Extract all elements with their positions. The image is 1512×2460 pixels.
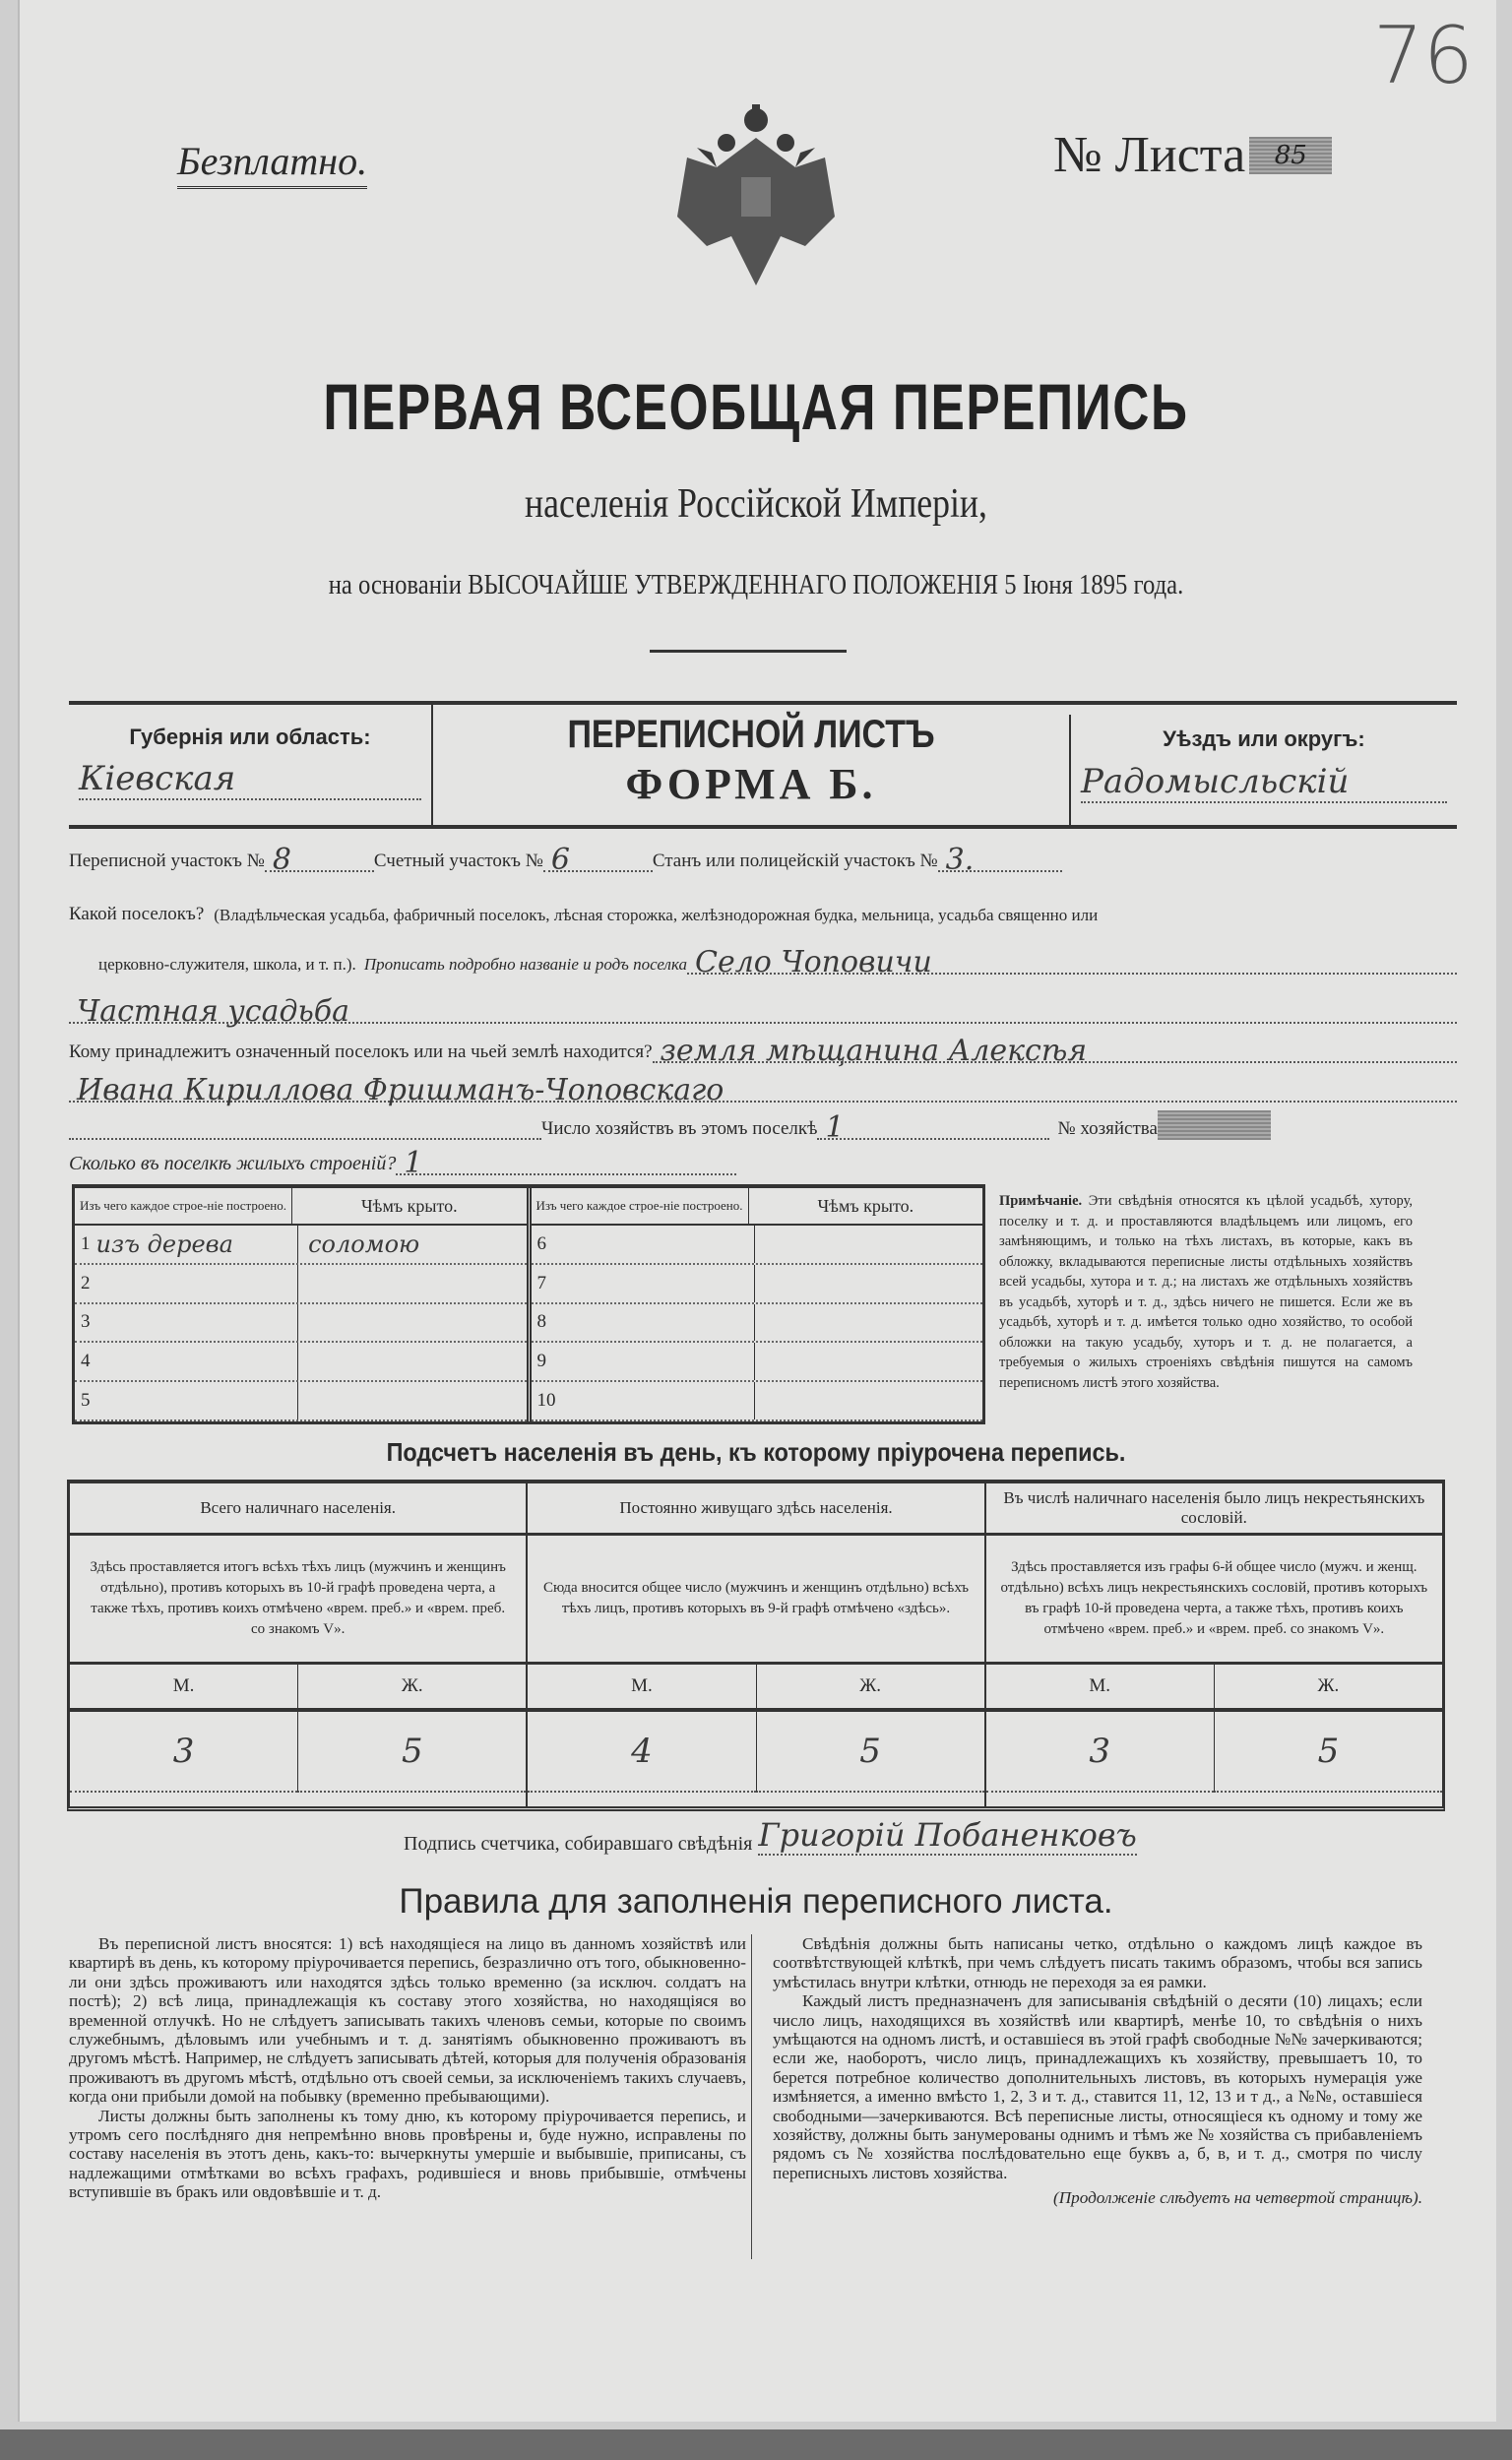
households-value: 1	[817, 1110, 1049, 1140]
material-cell	[532, 1226, 755, 1263]
material-header: Изъ чего каждое строе-ніе построено.	[532, 1188, 749, 1224]
settlement-hint: (Владѣльческая усадьба, фабричный поселокъ, лѣсная сторожка, желѣзнодорожная будка, мельница, усадьба священно или	[214, 906, 1099, 924]
material-cell	[75, 1382, 298, 1419]
form-header-box	[69, 701, 1457, 829]
enumerator-signature: Григорій Побаненковъ	[758, 1816, 1137, 1854]
census-district-label: Переписной участокъ №	[69, 851, 265, 871]
rules-title: Правила для заполненія переписного листа.	[399, 1882, 1113, 1921]
building-roof	[755, 1265, 982, 1302]
population-column-description: Здѣсь проставляется изъ графы 6-й общее число (мужч. и женщ. отдѣльно) всѣхъ лицъ некрестьянскихъ сословій, противъ которыхъ въ графѣ 10-й проведена черта, а также тѣхъ, противъ коихъ отмѣчено «врем. преб.» и «врем. преб. со знакомъ V».	[986, 1536, 1442, 1665]
building-row	[75, 1304, 527, 1344]
male-count: 4	[528, 1712, 755, 1793]
sex-header-row	[70, 1665, 526, 1712]
building-roof: соломою	[308, 1230, 420, 1258]
signature-label: Подпись счетчика, собиравшаго свѣдѣнія	[404, 1833, 753, 1855]
sex-header-row	[986, 1665, 1442, 1712]
building-number: 8	[536, 1311, 546, 1333]
household-number-label: № хозяйства	[1057, 1118, 1158, 1139]
building-row	[75, 1226, 527, 1265]
building-number: 4	[81, 1351, 91, 1372]
material-cell	[75, 1343, 298, 1380]
households-row	[69, 1110, 1457, 1145]
population-values-row	[986, 1712, 1442, 1806]
buildings-count-value: 1	[396, 1146, 736, 1175]
sheet-number-label: № Листа	[1053, 127, 1246, 183]
female-count: 5	[297, 1712, 526, 1793]
settlement-value-row	[69, 945, 1457, 979]
sheet-title: ПЕРЕПИСНОЙ ЛИСТЪ	[567, 713, 935, 756]
scan-border	[0, 2429, 1512, 2460]
population-values-row	[528, 1712, 983, 1806]
female-count: 5	[1214, 1712, 1442, 1793]
enumerator-signature-row	[404, 1816, 1137, 1856]
district-label: Уѣздъ или округъ:	[1163, 726, 1365, 751]
column-divider	[751, 1934, 752, 2259]
population-column-header: Всего наличнаго населенія.	[70, 1483, 526, 1536]
settlement-value: Село Чоповичи	[687, 945, 1457, 975]
male-count: 3	[986, 1712, 1214, 1793]
household-number-redacted	[1158, 1110, 1271, 1140]
buildings-header-row	[75, 1188, 527, 1226]
buildings-count-label: Сколько въ поселкѣ жилыхъ строеній?	[69, 1153, 397, 1174]
folio-number: 76	[1373, 10, 1474, 101]
rules-right-column	[773, 1934, 1422, 2208]
building-row	[532, 1343, 983, 1382]
male-label: М.	[172, 1675, 195, 1696]
population-column-description: Здѣсь проставляется итогъ всѣхъ тѣхъ лицъ (мужчинъ и женщинъ отдѣльно), противъ которыхъ въ 10-й графѣ проведена черта, а также тѣхъ, противъ коихъ отмѣчено «врем. преб.» и «врем. преб. со знакомъ V».	[70, 1536, 526, 1665]
buildings-table	[72, 1184, 985, 1424]
settlement-row	[69, 904, 1457, 925]
material-cell	[75, 1304, 298, 1342]
material-cell	[532, 1382, 755, 1419]
material-cell	[75, 1226, 298, 1263]
sheet-number	[1053, 126, 1332, 184]
population-column-description: Сюда вносится общее число (мужчинъ и женщинъ отдѣльно) всѣхъ тѣхъ лицъ, противъ которыхъ въ 9-й графѣ отмѣчено «здѣсь».	[528, 1536, 983, 1665]
male-count: 3	[70, 1712, 297, 1793]
population-count-title: Подсчетъ населенія въ день, къ которому пріурочена перепись.	[386, 1437, 1126, 1467]
rules-paragraph: Листы должны быть заполнены къ тому дню, къ которому пріурочивается перепись, и утромъ сего послѣдняго дня непремѣнно вновь провѣрены и, буде нужно, исправлены по составу населенія въ этотъ день, какъ-то: вычеркнуты умершіе и выбывшіе, приписаны, съ надлежащими отмѣтками во всѣхъ графахъ, родившіеся и вновь прибывшіе, отмѣчены вступившіе въ бракъ или овдовѣвшіе и т. д.	[69, 2106, 746, 2202]
building-row	[75, 1382, 527, 1421]
building-row	[532, 1382, 983, 1421]
district-numbers-row	[69, 843, 1457, 877]
building-number: 7	[536, 1272, 546, 1293]
province-label: Губернія или область:	[129, 725, 371, 749]
blank-line	[69, 1110, 541, 1140]
building-roof	[755, 1226, 982, 1263]
material-header: Изъ чего каждое строе-ніе построено.	[75, 1188, 292, 1224]
roof-header: Чѣмъ крыто.	[817, 1195, 914, 1216]
female-label: Ж.	[756, 1665, 984, 1708]
owner-value-cont: Ивана Кириллова Фришманъ-Чоповскаго	[69, 1073, 1457, 1103]
building-number: 1	[81, 1232, 91, 1254]
building-row	[532, 1226, 983, 1265]
province-value: Кіевская	[79, 759, 421, 800]
document-title: ПЕРВАЯ ВСЕОБЩАЯ ПЕРЕПИСЬ	[323, 370, 1189, 443]
form-label: ФОРМА Б.	[625, 760, 877, 808]
sheet-number-value: 85	[1249, 137, 1332, 174]
female-label: Ж.	[297, 1665, 526, 1708]
female-count: 5	[756, 1712, 984, 1793]
note-text: Эти свѣдѣнія относятся къ цѣлой усадьбѣ, хутору, поселку и т. д. и проставляются владѣльцемъ или лицомъ, его замѣняющимъ, и только на тѣхъ листахъ, въ которые, какъ въ обложку, вкладываются переписные листы отдѣльныхъ хозяйствъ всей усадьбы, хутора и т. д.; на листахъ же отдѣльныхъ хозяйствъ въ усадьбѣ, хуторѣ и т. д., здѣсь ничего не пишется. Если же въ усадьбѣ, хуторѣ и т. д. имѣется только одно хозяйство, то особой обложки на такую усадьбу, хуторъ и т. д. не полагается, а требуемыя о жилыхъ строеніяхъ свѣдѣнія пишутся на самомъ переписномъ листѣ этого хозяйства.	[999, 1193, 1414, 1391]
buildings-table-half	[527, 1188, 983, 1421]
district-cell	[1069, 715, 1457, 825]
rules-paragraph: Каждый листъ предназначенъ для записыванія свѣдѣній о десяти (10) лицахъ; если число лицъ, находящихся въ хозяйствѣ или квартирѣ, менѣе 10, то свѣдѣнія о нихъ умѣщаются на одномъ листѣ, и оставшіеся въ этой графѣ свободные №№ зачеркиваются; если же, наоборотъ, число лицъ, принадлежащихъ къ хозяйству, превышаетъ 10, то берется потребное количество дополнительныхъ листовъ, въ которыхъ нумерація уже измѣняется, а именно вмѣсто 1, 2, 3 и т. д., ставится 11, 12, 13 и т д., а №№, оставшіеся свободными—зачеркиваются. Всѣ переписные листы, относящіеся къ одному и тому же хозяйству, должны быть занумерованы однимъ и тѣмъ же № хозяйства съ прибавленіемъ рядомъ съ № хозяйства послѣдовательно еще буквъ а, б, в, и т. д., смотря по числу переписныхъ листовъ хозяйства.	[773, 1991, 1422, 2182]
settlement-hint-cont: церковно-служителя, школа, и т. п.).	[98, 955, 356, 974]
count-district-label: Счетный участокъ №	[373, 851, 543, 871]
population-values-row	[70, 1712, 526, 1806]
province-cell	[69, 705, 433, 825]
legal-basis: на основаніи ВЫСОЧАЙШЕ УТВЕРЖДЕННАГО ПОЛОЖЕНІЯ 5 Іюня 1895 года.	[328, 569, 1184, 600]
building-material: изъ дерева	[95, 1230, 233, 1258]
owner-value: земля мѣщанина Алексѣя	[653, 1034, 1457, 1063]
document-subtitle: населенія Россійской Имперіи,	[525, 481, 987, 527]
owner-row	[69, 1034, 1457, 1068]
building-row	[532, 1265, 983, 1304]
population-column	[984, 1483, 1442, 1806]
building-row	[75, 1265, 527, 1304]
building-row	[75, 1343, 527, 1382]
material-cell	[75, 1265, 298, 1302]
building-number: 10	[536, 1390, 556, 1412]
material-cell	[532, 1304, 755, 1342]
building-number: 5	[81, 1390, 91, 1412]
buildings-table-half	[75, 1188, 527, 1421]
owner-row-2	[69, 1073, 1457, 1107]
sex-header-row	[528, 1665, 983, 1712]
settlement-value-row-2	[69, 994, 1457, 1029]
building-roof	[755, 1382, 982, 1419]
settlement-type-value: Частная усадьба	[69, 994, 1457, 1024]
male-label: М.	[1089, 1675, 1111, 1696]
roof-header: Чѣмъ крыто.	[360, 1195, 458, 1216]
population-column	[70, 1483, 526, 1806]
buildings-header-row	[532, 1188, 983, 1226]
district-value: Радомысльскій	[1081, 762, 1447, 803]
rules-paragraph: Въ переписной листъ вносятся: 1) всѣ находящіеся на лицо въ данномъ хозяйствѣ или квартирѣ въ день, къ которому пріурочивается перепись, безразлично отъ того, обыкновенно-ли они здѣсь проживаютъ или находятся здѣсь только временно (за исключ. солдатъ на постѣ); 2) всѣ лица, принадлежащія къ составу этого хозяйства, но находящіяся во временной отлучкѣ. Но не слѣдуетъ записывать такихъ членовъ семьи, которые по своимъ служебнымъ, дѣловымъ или учебнымъ и т. д. занятіямъ обыкновенно проживаютъ въ другомъ мѣстѣ. Например, не слѣдуетъ записывать дѣтей, которыя для полученія образованія проживаютъ въ другомъ мѣстѣ, отдѣльно отъ своей семьи, за исключеніемъ такихъ случаевъ, когда они прибыли домой на побывку (временно пребывающими).	[69, 1934, 746, 2107]
building-roof	[755, 1343, 982, 1380]
building-number: 6	[536, 1232, 546, 1254]
note-label: Примѣчаніе.	[999, 1193, 1083, 1209]
settlement-label: Какой поселокъ?	[69, 904, 205, 924]
population-column-header: Въ числѣ наличнаго населенія было лицъ некрестьянскихъ сословій.	[986, 1483, 1442, 1536]
settlement-instruction: Прописать подробно названіе и родъ поселка	[363, 955, 687, 974]
count-district-value: 6	[543, 843, 653, 872]
material-cell	[532, 1265, 755, 1302]
divider	[650, 650, 847, 653]
population-column-header: Постоянно живущаго здѣсь населенія.	[528, 1483, 983, 1536]
police-district-value: 3.	[938, 843, 1062, 872]
building-number: 2	[81, 1272, 91, 1293]
population-table	[67, 1480, 1445, 1811]
note	[999, 1191, 1413, 1393]
building-row	[532, 1304, 983, 1344]
building-number: 9	[536, 1351, 546, 1372]
free-of-charge-label: Безплатно.	[177, 138, 367, 189]
building-number: 3	[81, 1311, 91, 1333]
building-roof	[755, 1304, 982, 1342]
building-roof	[298, 1265, 526, 1302]
form-title-cell	[431, 705, 1071, 825]
building-roof	[298, 1343, 526, 1380]
female-label: Ж.	[1214, 1665, 1442, 1708]
continued-note: (Продолженіе слѣдуетъ на четвертой страницѣ).	[1053, 2188, 1422, 2208]
building-roof	[298, 1304, 526, 1342]
population-column	[526, 1483, 983, 1806]
buildings-count-row	[69, 1146, 1457, 1180]
census-district-value: 8	[265, 843, 374, 872]
rules-paragraph: Свѣдѣнія должны быть написаны четко, отдѣльно о каждомъ лицѣ каждое въ соотвѣтствующей клѣткѣ, при чемъ слѣдуетъ писать такимъ образомъ, чтобы вся запись умѣстилась внутри клѣтки, отнюдь не переходя за ея рамки.	[773, 1934, 1422, 1991]
rules-left-column	[69, 1934, 746, 2202]
imperial-eagle-emblem	[658, 98, 854, 295]
building-roof	[298, 1382, 526, 1419]
households-label: Число хозяйствъ въ этомъ поселкѣ	[541, 1118, 818, 1139]
male-label: М.	[631, 1675, 653, 1696]
police-district-label: Станъ или полицейскій участокъ №	[652, 851, 938, 871]
owner-label: Кому принадлежитъ означенный поселокъ или на чьей землѣ находится?	[69, 1041, 653, 1062]
material-cell	[532, 1343, 755, 1380]
